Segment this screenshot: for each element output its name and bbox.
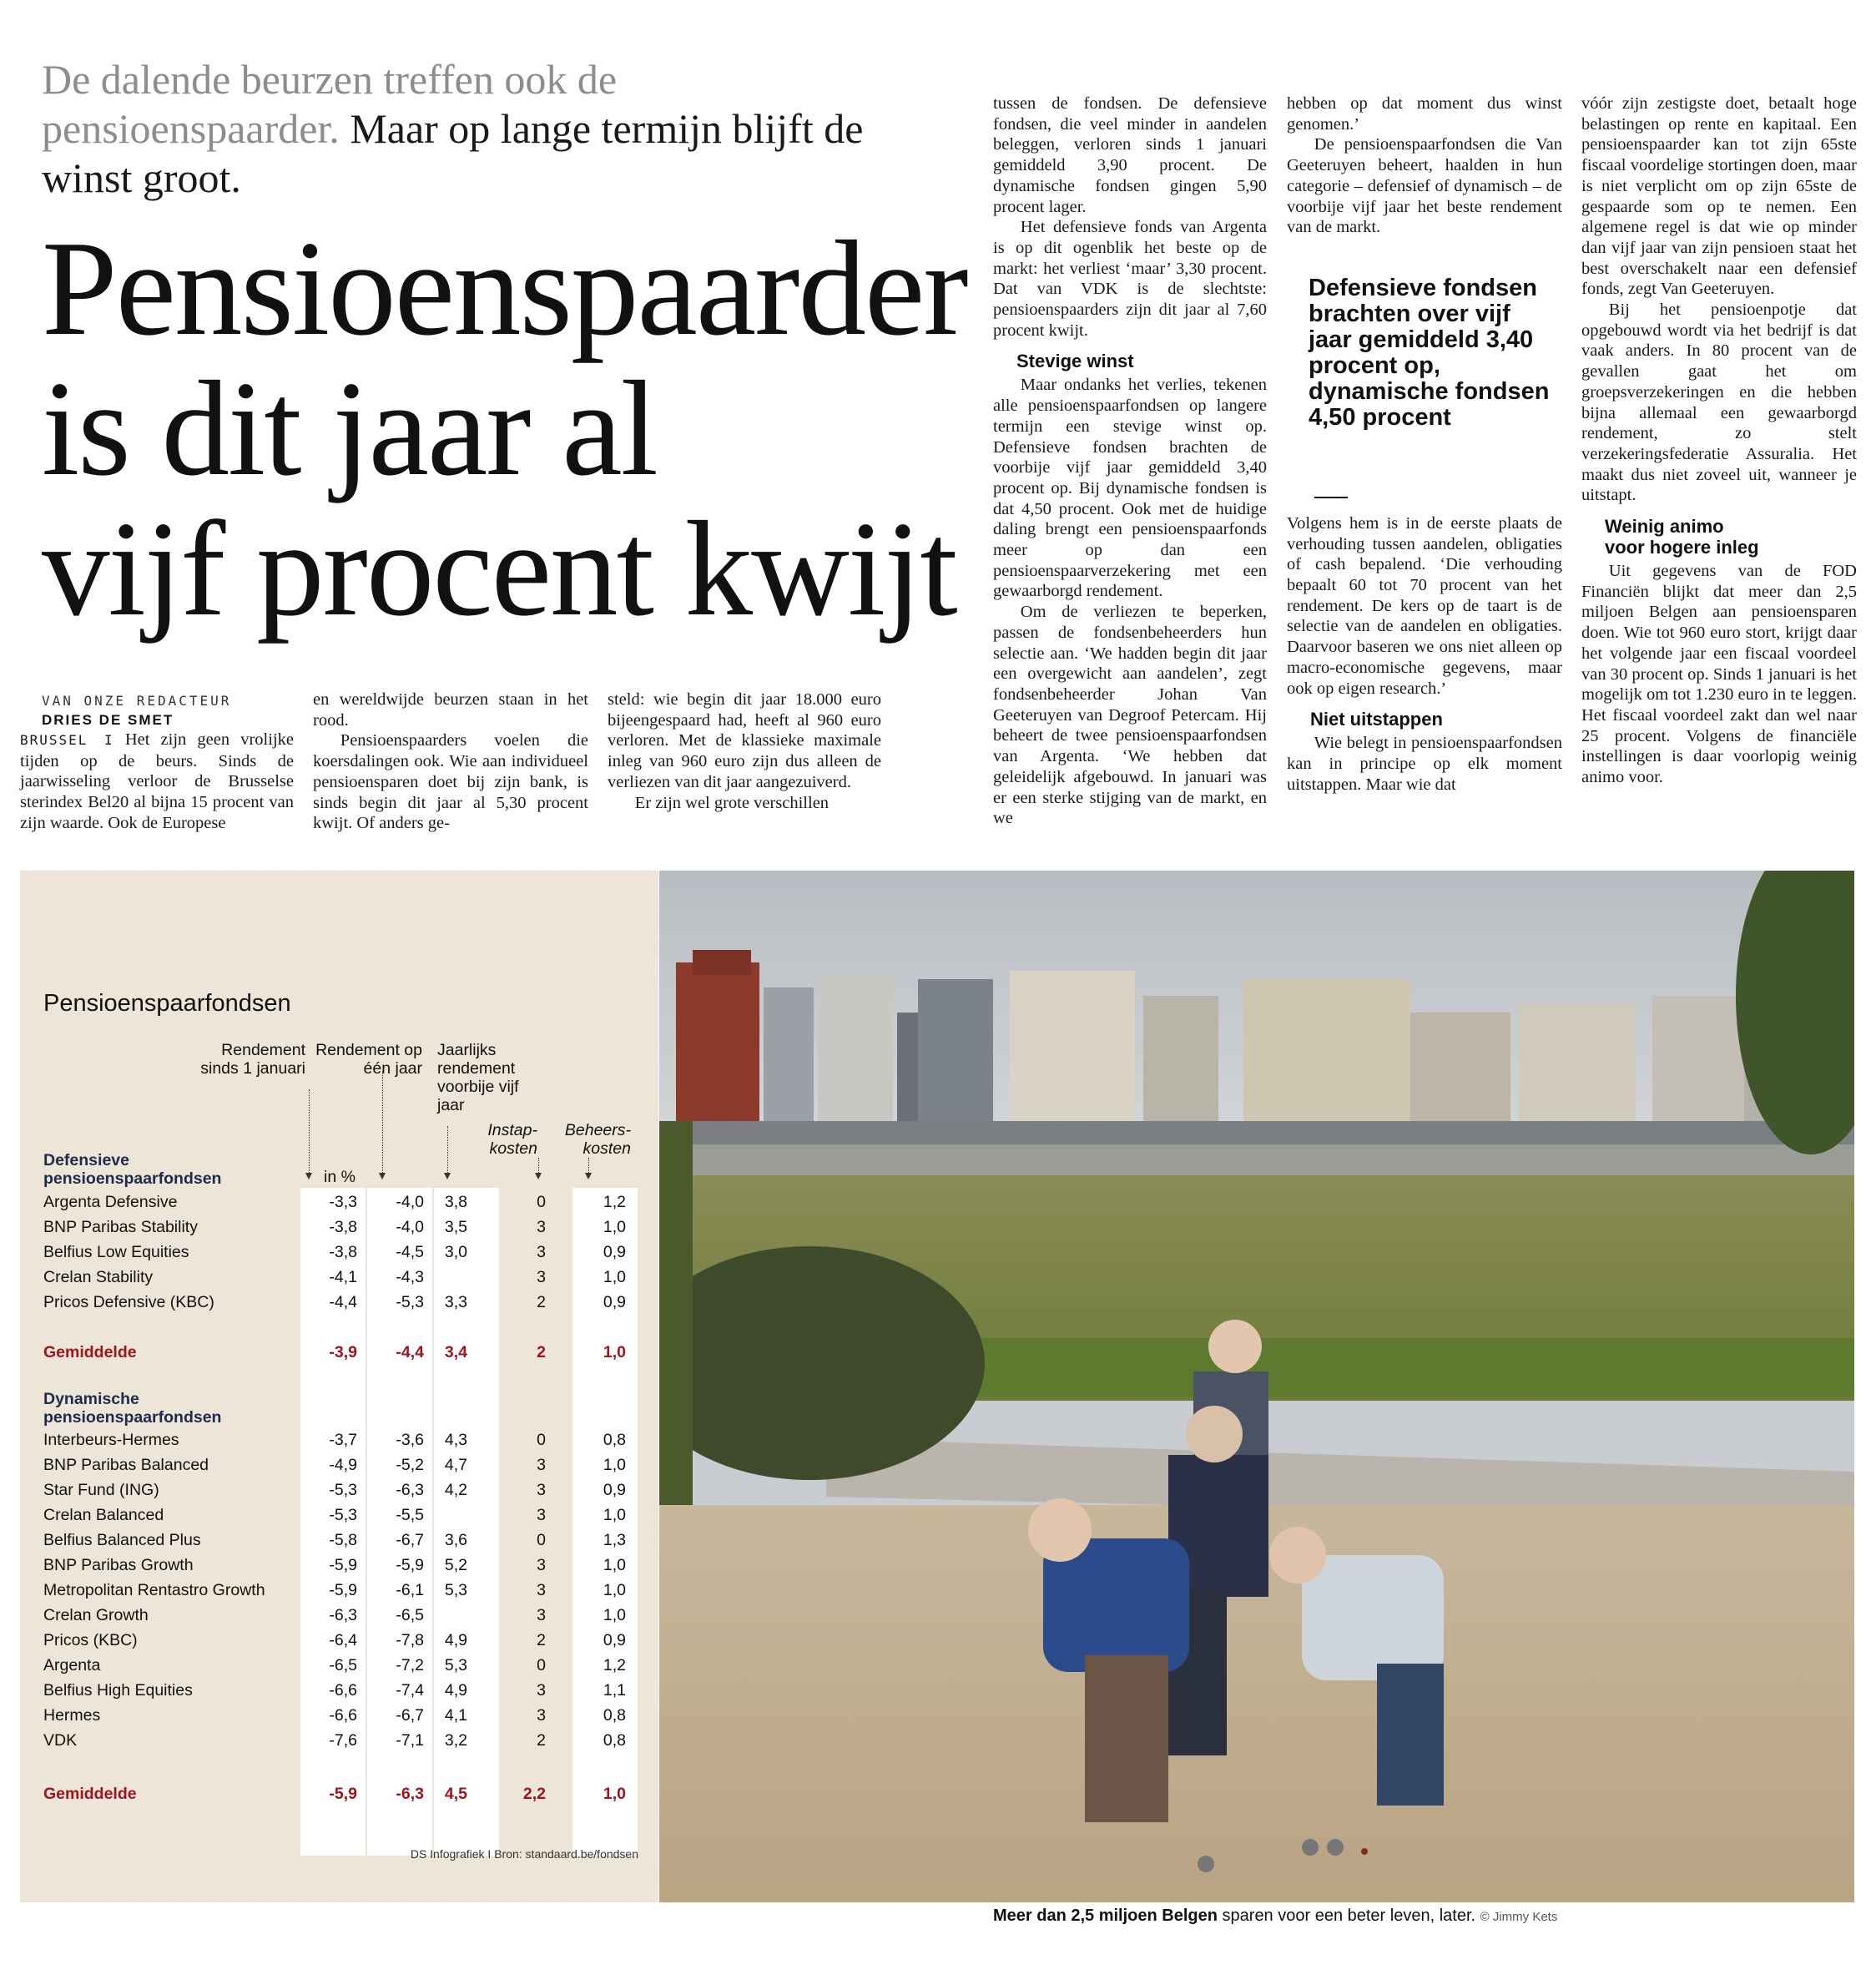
cell-ytd: -5,9 [329, 1556, 357, 1574]
fund-name: Pricos (KBC) [43, 1631, 138, 1649]
cell-mgmt: 0,9 [603, 1243, 626, 1261]
fund-name: Crelan Balanced [43, 1506, 164, 1524]
cell-y1: -5,5 [396, 1506, 424, 1524]
table-row [43, 1629, 644, 1654]
arrow-line [447, 1126, 448, 1173]
cell-ytd: -5,9 [329, 1581, 357, 1599]
table-row [43, 1503, 644, 1528]
cell-y1: -3,6 [396, 1431, 424, 1449]
fund-name: Argenta Defensive [43, 1193, 178, 1211]
table-row [43, 1478, 644, 1503]
arrow-head [305, 1173, 312, 1179]
article-paragraph: hebben op dat moment dus winst genomen.’ [1287, 94, 1562, 134]
fund-name: Interbeurs-Hermes [43, 1431, 179, 1449]
cell-ytd: -3,8 [329, 1243, 357, 1261]
headline-line-2: is dit jaar al [42, 354, 657, 504]
cell-y1: -5,2 [396, 1456, 424, 1474]
section-defensive: Defensieve pensioenspaarfondsen [43, 1151, 222, 1188]
cell-mgmt: 1,0 [603, 1785, 626, 1803]
cell-ytd: -5,3 [329, 1506, 357, 1524]
cell-y1: -6,7 [396, 1706, 424, 1725]
cell-entry: 3 [537, 1481, 546, 1499]
cell-y5: 3,2 [444, 1731, 467, 1750]
table-row [43, 1578, 644, 1604]
article-paragraph: Wie belegt in pensioenspaarfondsen kan in principe op elk moment uitstappen. Maar wie dat [1287, 734, 1562, 794]
article-paragraph: en wereldwijde beurzen staan in het rood. [313, 690, 588, 730]
table-row [43, 1291, 644, 1316]
table-row [43, 1428, 644, 1453]
cell-mgmt: 1,0 [603, 1556, 626, 1574]
arrow-line [588, 1158, 589, 1173]
article-column-5 [1287, 93, 1562, 795]
cell-entry: 3 [537, 1681, 546, 1700]
article-column-1 [20, 730, 294, 834]
cell-ytd: -6,6 [329, 1681, 357, 1700]
cell-mgmt: 1,0 [603, 1606, 626, 1624]
cell-entry: 0 [537, 1531, 546, 1549]
header-one-year: Rendement op één jaar [315, 1041, 422, 1078]
table-row [43, 1704, 644, 1729]
cell-ytd: -6,5 [329, 1656, 357, 1674]
subheading-weinig-animo: Weinig animo voor hogere inleg [1605, 516, 1759, 558]
fund-name: VDK [43, 1731, 78, 1750]
cell-y1: -4,3 [396, 1268, 424, 1286]
cell-y5: 5,3 [444, 1581, 467, 1599]
cell-entry: 3 [537, 1706, 546, 1725]
cell-ytd: -4,4 [329, 1293, 357, 1311]
cell-ytd: -3,8 [329, 1218, 357, 1236]
kicker-grey: De dalende beurzen treffen ook de pensioenspaarder. [42, 56, 618, 152]
arrow-head [535, 1173, 542, 1179]
cell-y1: -4,4 [396, 1343, 424, 1361]
cell-y1: -7,4 [396, 1681, 424, 1700]
cell-mgmt: 0,8 [603, 1706, 626, 1725]
cell-y1: -6,3 [396, 1785, 424, 1803]
cell-ytd: -3,9 [329, 1343, 357, 1361]
cell-entry: 2 [537, 1343, 546, 1361]
photo-illustration [659, 871, 1854, 1902]
cell-entry: 2,2 [522, 1785, 546, 1803]
fund-name: Belfius High Equities [43, 1681, 193, 1700]
cell-entry: 2 [537, 1731, 546, 1750]
table-row [43, 1265, 644, 1291]
cell-mgmt: 1,0 [603, 1581, 626, 1599]
cell-mgmt: 1,0 [603, 1268, 626, 1286]
fund-name: Crelan Growth [43, 1606, 149, 1624]
cell-y5: 5,3 [444, 1656, 467, 1674]
cell-y1: -5,9 [396, 1556, 424, 1574]
article-column-2 [313, 689, 588, 834]
header-mgmt: Beheers- kosten [564, 1121, 631, 1158]
cell-y1: -4,5 [396, 1243, 424, 1261]
cell-mgmt: 1,3 [603, 1531, 626, 1549]
headline [42, 214, 967, 644]
article-paragraph: Bij het pensioenpotje dat opgebouwd wordt via het bedrijf is dat vaak anders. In 80 procent van de gevallen gaat het om groepsverzekeringen en die hebben bijna allemaal een gewaarborgd rendement, zo stelt verzekeringsfederatie Assuralia. Het maakt dus niet zoveel uit, wanneer je uitstapt. [1581, 301, 1857, 505]
pull-quote: Defensieve fondsen brachten over vijf jaar gemiddeld 3,40 procent op, dynamische fondsen 4,50 procent [1309, 275, 1550, 431]
arrow-head [444, 1173, 451, 1179]
headline-line-3: vijf procent kwijt [42, 494, 956, 644]
arrow-line [309, 1089, 310, 1173]
fund-name: Belfius Balanced Plus [43, 1531, 201, 1549]
arrow-head [585, 1173, 592, 1179]
article-paragraph: De pensioenspaarfondsen die Van Geeteruyen beheert, haalden in hun categorie – defensief of dynamisch – de voorbije vijf jaar het beste rendement van de markt. [1287, 135, 1562, 237]
cell-y5: 4,3 [444, 1431, 467, 1449]
article-paragraph: BRUSSEL I Het zijn geen vrolijke tijden op de beurs. Sinds de jaarwisseling verloor de Brusselse sterindex Bel20 al bijna 15 procent van zijn waarde. Ook de Europese [20, 730, 294, 832]
cell-entry: 3 [537, 1506, 546, 1524]
kicker-black: Maar op lange termijn blijft de winst groot. [42, 105, 864, 201]
arrow-head [379, 1173, 386, 1179]
fund-name: Pricos Defensive (KBC) [43, 1293, 214, 1311]
cell-ytd: -6,4 [329, 1631, 357, 1649]
photo-caption [993, 1907, 1557, 1926]
cell-y5: 5,2 [444, 1556, 467, 1574]
cell-y5: 4,7 [444, 1456, 467, 1474]
article-column-6 [1581, 93, 1857, 788]
article-column-4 [993, 93, 1267, 829]
table-row [43, 1604, 644, 1629]
fund-name: BNP Paribas Stability [43, 1218, 198, 1236]
header-five-year: Jaarlijks rendement voorbije vijf jaar [437, 1041, 519, 1114]
cell-y1: -6,7 [396, 1531, 424, 1549]
cell-mgmt: 1,1 [603, 1681, 626, 1700]
cell-ytd: -5,9 [329, 1785, 357, 1803]
byline-label: VAN ONZE REDACTEUR [42, 693, 232, 709]
cell-y5: 3,6 [444, 1531, 467, 1549]
fund-name: Belfius Low Equities [43, 1243, 189, 1261]
fund-name: Metropolitan Rentastro Growth [43, 1581, 265, 1599]
cell-ytd: -6,6 [329, 1706, 357, 1725]
cell-mgmt: 0,8 [603, 1431, 626, 1449]
cell-mgmt: 1,2 [603, 1193, 626, 1211]
cell-mgmt: 0,9 [603, 1481, 626, 1499]
cell-y5: 3,4 [444, 1343, 467, 1361]
table-row-average [43, 1782, 644, 1807]
cell-entry: 3 [537, 1581, 546, 1599]
article-paragraph: Er zijn wel grote verschillen [634, 793, 830, 812]
table-row-average [43, 1341, 644, 1366]
kicker [42, 55, 876, 203]
article-paragraph: Volgens hem is in de eerste plaats de verhouding tussen aandelen, obligaties of cash bepalend. ‘Die verhouding bepaalt 60 tot 70 procent van het rendement. De kers op de taart is de selectie van de aandelen en obligaties. Daarvoor baseren we ons niet alleen op macro-economische gegevens, maar ook op eigen research.’ [1287, 513, 1562, 698]
cell-entry: 0 [537, 1656, 546, 1674]
cell-entry: 3 [537, 1218, 546, 1236]
cell-entry: 0 [537, 1193, 546, 1211]
subheading-stevige-winst: Stevige winst [1016, 351, 1134, 372]
table-row [43, 1679, 644, 1704]
cell-entry: 3 [537, 1606, 546, 1624]
table-row [43, 1240, 644, 1265]
header-entry: Instap- kosten [487, 1121, 537, 1158]
table-row [43, 1528, 644, 1553]
cell-ytd: -5,3 [329, 1481, 357, 1499]
cell-entry: 3 [537, 1556, 546, 1574]
cell-y5: 3,5 [444, 1218, 467, 1236]
infographic-table [20, 871, 658, 1902]
cell-y5: 3,0 [444, 1243, 467, 1261]
fund-name: Hermes [43, 1706, 101, 1725]
caption-bold: Meer dan 2,5 miljoen Belgen [993, 1907, 1218, 1925]
cell-y1: -5,3 [396, 1293, 424, 1311]
cell-y5: 3,3 [444, 1293, 467, 1311]
photo-petanque-players [659, 871, 1854, 1902]
cell-mgmt: 1,0 [603, 1343, 626, 1361]
cell-entry: 3 [537, 1268, 546, 1286]
article-paragraph: Uit gegevens van de FOD Financiën blijkt dat meer dan 2,5 miljoen Belgen aan pensioensparen doen. Wie tot 960 euro stort, krijgt daar het volgende jaar een fiscaal voordeel van 30 procent op. Sinds 1 januari is het mogelijk om tot 1.230 euro in te leggen. Het fiscaal voordeel zakt dan wel naar 25 procent. Volgens de financiële instellingen is daar voorlopig weinig animo voor. [1581, 562, 1857, 787]
table-row [43, 1729, 644, 1754]
header-since-jan: Rendement sinds 1 januari [200, 1041, 305, 1078]
cell-mgmt: 0,9 [603, 1293, 626, 1311]
cell-mgmt: 1,0 [603, 1218, 626, 1236]
fund-name: BNP Paribas Growth [43, 1556, 194, 1574]
cell-y5: 4,1 [444, 1706, 467, 1725]
arrow-line [538, 1158, 539, 1173]
table-row [43, 1215, 644, 1240]
fund-name: Argenta [43, 1656, 101, 1674]
cell-y5: 4,9 [444, 1631, 467, 1649]
cell-ytd: -3,7 [329, 1431, 357, 1449]
cell-mgmt: 1,0 [603, 1456, 626, 1474]
cell-y5: 4,9 [444, 1681, 467, 1700]
cell-ytd: -3,3 [329, 1193, 357, 1211]
cell-y1: -6,3 [396, 1481, 424, 1499]
infographic-title: Pensioenspaarfondsen [43, 990, 291, 1017]
fund-name: Gemiddelde [43, 1343, 137, 1361]
article-paragraph: Pensioenspaarders voelen die koersdalingen ook. Wie aan individueel pensioensparen doet bij zijn bank, is sinds begin dit jaar al 5,30 procent kwijt. Of anders ge- [313, 731, 588, 833]
cell-y5: 3,8 [444, 1193, 467, 1211]
cell-y1: -4,0 [396, 1193, 424, 1211]
article-paragraph: tussen de fondsen. De defensieve fondsen, die veel minder in aandelen beleggen, verloren sinds 1 januari gemiddeld 3,90 procent. De dynamische fondsen gingen 5,90 procent lager. [993, 94, 1267, 216]
cell-mgmt: 0,8 [603, 1731, 626, 1750]
cell-entry: 2 [537, 1293, 546, 1311]
table-row [43, 1190, 644, 1215]
article-paragraph: steld: wie begin dit jaar 18.000 euro bijeengespaard had, heeft al 960 euro verloren. Met de klassieke maximale inleg van 960 euro zijn dus alleen de verliezen van dit jaar aangezuiverd. [608, 690, 881, 791]
cell-entry: 0 [537, 1431, 546, 1449]
cell-mgmt: 1,2 [603, 1656, 626, 1674]
caption-text: sparen voor een beter leven, later. [1222, 1907, 1476, 1925]
infographic-source: DS Infografiek I Bron: standaard.be/fondsen [410, 1847, 638, 1861]
cell-mgmt: 0,9 [603, 1631, 626, 1649]
photo-credit: © Jimmy Kets [1480, 1910, 1558, 1924]
cell-y1: -6,1 [396, 1581, 424, 1599]
byline-author: DRIES DE SMET [42, 712, 174, 728]
cell-ytd: -7,6 [329, 1731, 357, 1750]
table-row [43, 1553, 644, 1578]
cell-ytd: -6,3 [329, 1606, 357, 1624]
cell-y1: -4,0 [396, 1218, 424, 1236]
article-paragraph: Om de verliezen te beperken, passen de fondsenbeheerders hun selectie aan. ‘We hadden begin dit jaar een overgewicht aan aandelen’, zegt fondsenbeheerder Johan Van Geeteruyen van Degroof Petercam. Hij beheert de twee pensioenspaarfondsen van Argenta. ‘We hebben dat geleidelijk afgebouwd. In januari was er een sterke stijging van de markt, en we [993, 603, 1267, 828]
article-paragraph: Maar ondanks het verlies, tekenen alle pensioenspaarfondsen op langere termijn een stevige winst op. Defensieve fondsen brachten de voorbije vijf jaar gemiddeld 3,40 procent op. Bij dynamische fondsen is dat 4,50 procent. Ook met de huidige daling brengt een pensioenspaarfonds meer op dan een pensioenspaarverzekering met een gewaarborgd rendement. [993, 376, 1267, 601]
cell-y1: -7,2 [396, 1656, 424, 1674]
cell-entry: 2 [537, 1631, 546, 1649]
cell-y5: 4,5 [444, 1785, 467, 1803]
cell-mgmt: 1,0 [603, 1506, 626, 1524]
cell-y5: 4,2 [444, 1481, 467, 1499]
dateline: BRUSSEL I [20, 732, 114, 748]
article-paragraph: Het defensieve fonds van Argenta is op dit ogenblik het beste op de markt: het verliest ‘maar’ 3,30 procent. Dat van VDK is de slechtste: pensioenspaarders zijn dit jaar al 7,60 procent kwijt. [993, 218, 1267, 340]
cell-y1: -6,5 [396, 1606, 424, 1624]
cell-y1: -7,8 [396, 1631, 424, 1649]
cell-ytd: -4,9 [329, 1456, 357, 1474]
cell-y1: -7,1 [396, 1731, 424, 1750]
table-row [43, 1654, 644, 1679]
arrow-line [382, 1071, 383, 1173]
subheading-niet-uitstappen: Niet uitstappen [1310, 709, 1443, 730]
section-dynamic: Dynamische pensioenspaarfondsen [43, 1390, 222, 1427]
pull-quote-rule [1314, 497, 1348, 498]
fund-name: Star Fund (ING) [43, 1481, 159, 1499]
cell-ytd: -4,1 [329, 1268, 357, 1286]
headline-line-1: Pensioenspaarder [42, 214, 967, 364]
table-row [43, 1453, 644, 1478]
cell-entry: 3 [537, 1243, 546, 1261]
fund-name: Crelan Stability [43, 1268, 154, 1286]
fund-name: BNP Paribas Balanced [43, 1456, 209, 1474]
cell-entry: 3 [537, 1456, 546, 1474]
cell-ytd: -5,8 [329, 1531, 357, 1549]
article-paragraph: vóór zijn zestigste doet, betaalt hoge belastingen op rente en kapitaal. Een pensioenspaarder kan tot zijn 65ste fiscaal voordelige stortingen doen, maar is niet verplicht om op zijn 65ste de gespaarde som op te nemen. Een algemene regel is dat wie op minder dan vijf jaar van zijn pensioen staat het best overschakelt naar een defensief fonds, zegt Van Geeteruyen. [1581, 94, 1857, 299]
article-column-3 [608, 689, 881, 813]
fund-name: Gemiddelde [43, 1785, 137, 1803]
header-unit: in % [324, 1168, 356, 1186]
